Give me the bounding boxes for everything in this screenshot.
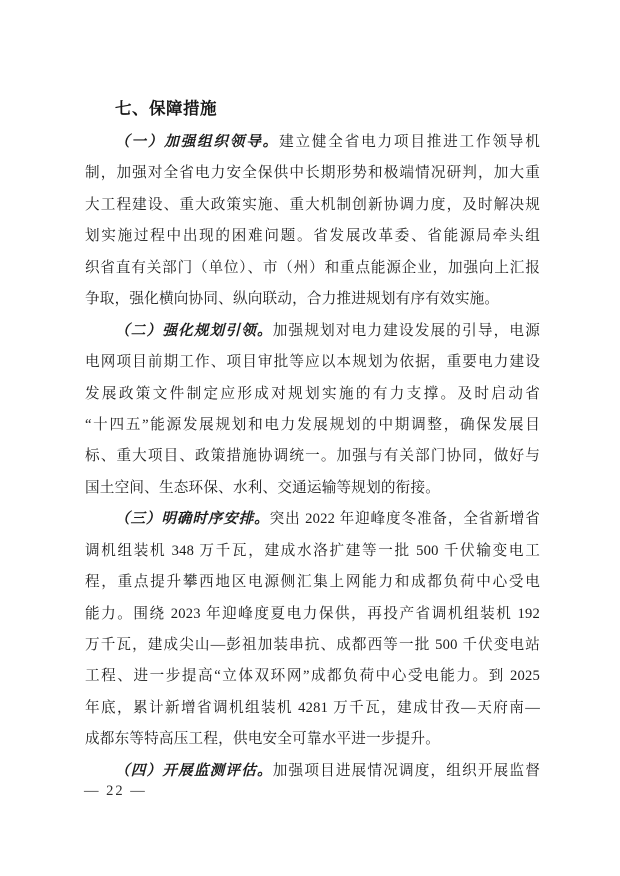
- text-line: 调机组装机 348 万千瓦，建成水洛扩建等一批 500 千伏输变电工: [85, 542, 540, 559]
- text-line: 制，加强对全省电力安全保供中长期形势和极端情况研判，加大重: [85, 165, 540, 182]
- text-line: 大工程建设、重大政策实施、重大机制创新协调力度，及时解决规: [85, 196, 540, 213]
- paragraph-lead: （三）明确时序安排。: [115, 511, 270, 528]
- paragraph-lead: （二）强化规划引领。: [115, 322, 273, 339]
- text-line: （四）开展监测评估。加强项目进展情况调度，组织开展监督: [115, 762, 540, 779]
- text-line: 织省直有关部门（单位）、市（州）和重点能源企业，加强向上汇报: [85, 259, 540, 276]
- text-line: 电网项目前期工作、项目审批等应以本规划为依据，重要电力建设: [85, 354, 540, 371]
- paragraph-lead: （四）开展监测评估。: [115, 762, 273, 779]
- text-line: 能力。围绕 2023 年迎峰度夏电力保供，再投产省调机组装机 192: [85, 605, 540, 622]
- text-line: 标、重大项目、政策措施协调统一。加强与有关部门协同，做好与: [85, 448, 540, 465]
- page-number: — 22 —: [84, 783, 147, 799]
- section-heading: 七、保障措施: [115, 100, 217, 118]
- text-line: 国土空间、生态环保、水利、交通运输等规划的衔接。: [85, 479, 441, 496]
- text-line: “十四五”能源发展规划和电力发展规划的中期调整，确保发展目: [85, 416, 540, 433]
- text-line: （三）明确时序安排。突出 2022 年迎峰度冬准备，全省新增省: [115, 511, 540, 528]
- text-line: 发展政策文件制定应形成对规划实施的有力支撑。及时启动省: [85, 385, 540, 402]
- text-line: 成都东等特高压工程，供电安全可靠水平进一步提升。: [85, 731, 441, 748]
- text-line: 划实施过程中出现的困难问题。省发展改革委、省能源局牵头组: [85, 228, 540, 245]
- text-line: 程，重点提升攀西地区电源侧汇集上网能力和成都负荷中心受电: [85, 574, 540, 591]
- paragraphs-container: [85, 127, 540, 787]
- text-line: （一）加强组织领导。建立健全省电力项目推进工作领导机: [115, 134, 540, 150]
- text-line: 工程、进一步提高“立体双环网”成都负荷中心受电能力。到 2025: [85, 668, 540, 685]
- text-line: （二）强化规划引领。加强规划对电力建设发展的引导，电源: [115, 322, 540, 339]
- paragraph-lead: （一）加强组织领导。: [115, 134, 280, 150]
- document-body: [85, 92, 540, 787]
- text-line: 年底，累计新增省调机组装机 4281 万千瓦，建成甘孜—天府南—: [85, 699, 540, 716]
- text-line: 万千瓦，建成尖山—彭祖加装串抗、成都西等一批 500 千伏变电站: [85, 637, 540, 653]
- text-line: 争取，强化横向协同、纵向联动，合力推进规划有序有效实施。: [85, 291, 500, 308]
